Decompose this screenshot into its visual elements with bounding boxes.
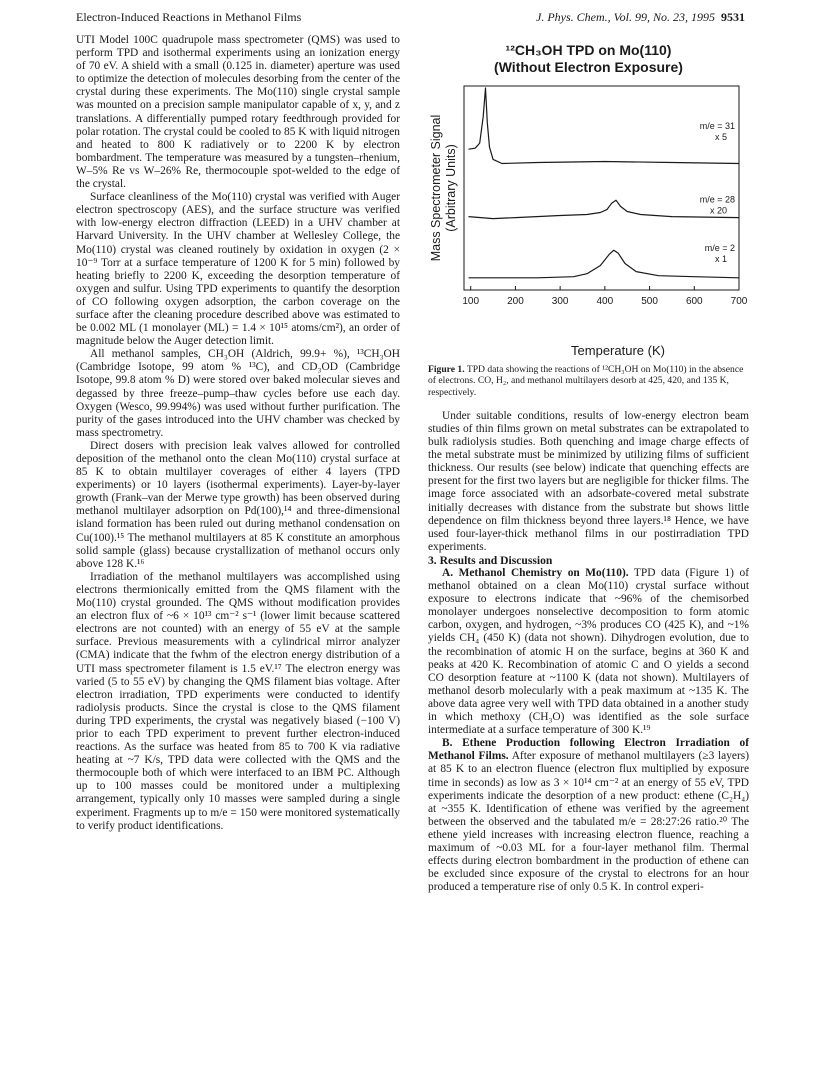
trace-label-factor: x 20 [709,205,727,216]
x-tick-label: 700 [730,296,748,307]
paragraph-irradiation: Irradiation of the methanol multilayers was accomplished using electrons thermionically emitted from the QMS filament with the Mo(110) crystal grounded. The QMS without modification provides an electron flux of ~6 × 10¹³ cm⁻² s⁻¹ (lower limit because scattered electrons are not counted) with an energy of 55 eV at the sample surface. Previous measurements with a cylindrical mirror analyzer (CMA) indicate that the fwhm of the electron energy distribution of a UTI mass spectrometer filament is 1.5 eV.¹⁷ The electron energy was varied (5 to 55 eV) by changing the QMS filament bias voltage. After electron irradiation, TPD experiments were conducted to identify radiolysis products. Since the crystal is close to the QMS filament during TPD experiments, the crystal was negatively biased (−100 V) prior to each TPD experiment to prevent further electron-induced reactions. As the surface was heated from 85 to 700 K via radiative heating at ~7 K/s, TPD data were collected with the QMS and the thermocouple both of which were interfaced to an IBM PC. Although up to 100 masses could be monitored under a multiplexing arrangement, typically only 10 masses were sampled during a single experiment. Fragments up to m/e = 150 were monitored systematically to verify product identifications. [76,570,400,832]
subsection-a-text: TPD data (Figure 1) of methanol obtained on a clean Mo(110) crystal surface without exposure to electrons indicate that ~96% of the chemisorbed monolayer undergoes nonselective decomposition to form atomic carbon, oxygen, and hydrogen, ~3% produces CO (425 K), and ~1% yields CH₄ (450 K) (data not shown). Dihydrogen evolution, due to the recombination of atomic H on the surface, begins at 360 K and peaks at 420 K. Recombination of atomic C and O yields a second CO desorption feature at ~1100 K (data not shown). Multilayers of methanol desorb molecularly with a peak maximum at ~135 K. The above data agree very well with TPD data obtained in a another study in which methoxy (CH₃O) was identified as the sole surface intermediate at a surface temperature of 300 K.¹⁹ [428,567,749,737]
paragraph-ethene-production [428,737,749,894]
subsection-b-text: After exposure of methanol multilayers (≥3 layers) at 85 K to an electron fluence (electron flux multiplied by exposure time in seconds) as low as 3 × 10¹⁴ cm⁻² at an energy of 55 eV, TPD experiments indicate the desorption of a new product: ethene (C₂H₄) at ~355 K. Identification of ethene was verified by the agreement between the observed and the tabulated m/e = 28:27:26 ratio.²⁰ The ethene yield increases with increasing electron fluence, reaching a maximum of ~0.03 ML for a four-layer methanol film. Thermal effects during electron bombardment in the production of ethene can be excluded since exposure of the crystal to electrons for an hour produced a temperature rise of only 0.5 K. In control experi- [428,750,750,894]
paragraph-methanol-samples: All methanol samples, CH₃OH (Aldrich, 99.9+ %), ¹³CH₃OH (Cambridge Isotope, 99 atom % ¹³C), and CD₃OD (Cambridge Isotope, 99.8 atom % D) were stored over baked molecular sieves and degassed by three freeze–pump–thaw cycles before use each day. Oxygen (Wesco, 99.994%) was used without further purification. The purity of the gases introduced into the UHV chamber was checked by mass spectrometry. [76,348,400,439]
paragraph-methanol-chemistry [428,567,749,737]
caption-text: TPD data showing the reactions of ¹²CH₃OH on Mo(110) in the absence of electrons. CO, H₂, and methanol multilayers desorb at 425, 420, and 135 K, respectively. [428,364,744,398]
figure-1 [428,80,749,362]
paragraph-surface-cleanliness: Surface cleanliness of the Mo(110) crystal was verified with Auger electron spectroscopy (AES), and the surface structure was verified with low-energy electron diffraction (LEED) in a UHV chamber at Harvard University. In the UHV chamber at Wellesley College, the Mo(110) crystal was cleaned routinely by oxidation in oxygen (2 × 10⁻⁹ Torr at a surface temperature of 1200 K for 5 min) followed by heating briefly to 2200 K, exceeding the desorption temperature of oxygen and sulfur. Using TPD experiments to quantify the desorption of CO following oxygen adsorption, the carbon coverage on the surface after the cleaning procedure described above was estimated to be 0.002 ML (1 monolayer (ML) = 1.4 × 10¹⁵ atoms/cm²), an order of magnitude below the Auger detection limit. [76,191,400,348]
subsection-b-title: B. Ethene Production following Electron Irradiation of Methanol Films. [428,737,749,763]
journal-citation [536,10,745,25]
paragraph-dosing: Direct dosers with precision leak valves allowed for controlled deposition of the methanol onto the clean Mo(110) crystal surface at 85 K to obtain multilayer coverages of either 4 layers (TPD experiments) or 10 layers (isothermal experiments). Layer-by-layer growth (Frank–van der Merwe type growth) has been observed during methanol multilayer adsorption on Pd(100),¹⁴ and three-dimensional island formation has been ruled out during methanol condensation on Cu(100).¹⁵ The methanol multilayers at 85 K constitute an amorphous solid sample (glass) because crystallization of methanol occurs only above 128 K.¹⁶ [76,439,400,570]
figure-title [428,42,749,76]
trace-label-mass: m/e = 2 [704,243,735,254]
x-tick-label: 500 [641,296,658,307]
series-line-3 [469,250,740,278]
subsection-a-title: A. Methanol Chemistry on Mo(110). [442,567,629,580]
journal-name: J. Phys. Chem., Vol. 99, No. 23, 1995 [536,10,715,24]
plot-frame [464,86,739,290]
running-header [76,10,745,26]
trace-label-factor: x 1 [714,254,727,265]
x-tick-label: 100 [462,296,480,307]
x-tick-label: 200 [507,296,524,307]
trace-label-mass: m/e = 28 [699,194,735,205]
trace-label-factor: x 5 [714,131,727,142]
x-tick-label: 400 [596,296,614,307]
x-axis-label: Temperature (K) [571,343,665,358]
right-column [428,34,749,894]
series-line-2 [469,200,740,218]
paragraph-intro-results: Under suitable conditions, results of low-energy electron beam studies of thin films grown on metal substrates can be extrapolated to bulk radiolysis studies. Both quenching and image charge effects of the metal substrate must be minimized by utilizing films of sufficient thickness. Our results (see below) indicate that quenching effects are present for the first two layers but are negligible for thicker films. The image force associated with an adsorbate-covered metal substrate initially decreases with distance from the substrate but shows little dependence on film thickness beyond three layers.¹⁸ Hence, we have used four-layer-thick methanol films in our postirradiation TPD experiments. [428,409,749,553]
y-axis-label-line1: Mass Spectrometer Signal [429,114,443,262]
x-tick-label: 600 [685,296,703,307]
paragraph-apparatus: UTI Model 100C quadrupole mass spectrometer (QMS) was used to perform TPD and isothermal experiments using an ionization energy of 70 eV. A shield with a small (0.125 in. diameter) aperture was used to optimize the detection of molecules desorbing from the center of the crystal during these experiments. The Mo(110) single crystal sample was mounted on a precision sample manipulator capable of x, y, and z translations. A differentially pumped rotary feedthrough provided for polar rotation. The crystal could be cooled to 85 K with liquid nitrogen and heated to 800 K radiatively or to 2200 K by electron bombardment. The temperature was measured by a tungsten–rhenium, W–5% Re vs W–26% Re, thermocouple spot-welded to the edge of the crystal. [76,34,400,191]
caption-label: Figure 1. [428,364,465,375]
running-title: Electron-Induced Reactions in Methanol Films [76,10,302,24]
left-column [76,34,400,833]
figure-caption [428,364,749,398]
trace-label-mass: m/e = 31 [699,120,735,131]
figure-title-line2: (Without Electron Exposure) [494,59,683,75]
x-tick-label: 300 [551,296,569,307]
figure-title-line1: ¹²CH₃OH TPD on Mo(110) [505,42,672,58]
page-number: 9531 [721,10,745,24]
series-line-1 [469,88,740,164]
tpd-chart [428,80,749,362]
y-axis-label-line2: (Arbitrary Units) [444,144,458,232]
section-heading: 3. Results and Discussion [428,553,553,567]
